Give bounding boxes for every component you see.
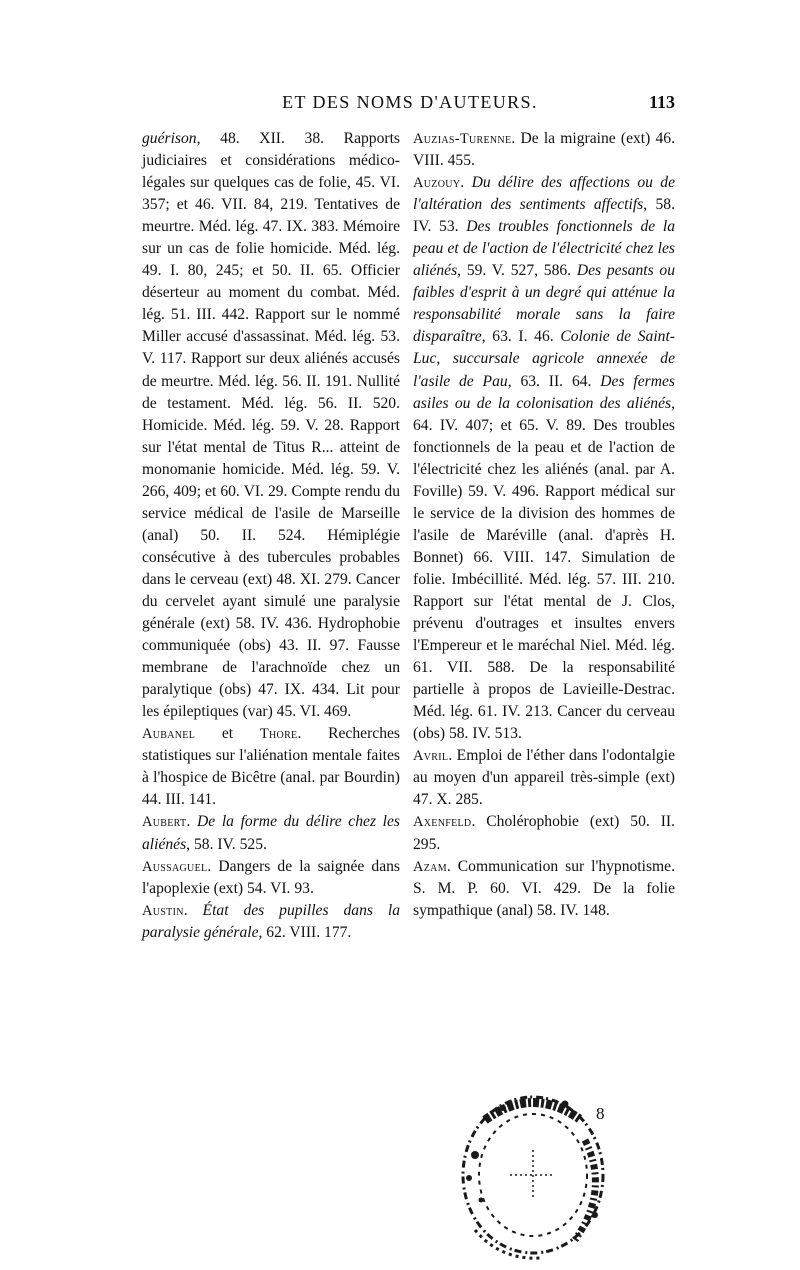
entry-text: . Recherches statistiques sur l'aliénation mentale faites à l'hospice de Bicêtre (anal. par Bourdin) 44. III. 141. bbox=[142, 725, 400, 809]
entry-italic: De la forme du délire chez les aliénés bbox=[142, 813, 400, 853]
entry-auzouy bbox=[413, 172, 675, 745]
entry-continuation bbox=[142, 128, 400, 723]
entry-separator: . bbox=[460, 174, 472, 192]
entry-text: , 62. VIII. 177. bbox=[258, 923, 352, 941]
entry-text: , 64. IV. 407; et 65. V. 89. Des troubles fonctionnels de la peau et de l'action de l'électricité chez les aliénés (anal. par A. Foville) 59. V. 496. Rapport médical sur le service de la division des hommes de l'asile de Maréville (anal. d'après H. Bonnet) 66. VIII. 147. Simulation de folie. Imbécillité. Méd. lég. 57. III. 210. Rapport sur l'état mental de J. Clos, prévenu d'outrages et insultes envers l'Empereur et le maréchal Niel. Méd. lég. 61. VII. 588. De la responsabilité partielle à propos de Lavieille-Destrac. Méd. lég. 61. IV. 213. Cancer du cerveau (obs) 58. IV. 513. bbox=[413, 394, 675, 743]
entry-italic: Des troubles fonctionnels de la peau et de l'action de l'électricité chez les aliénés bbox=[413, 218, 676, 280]
entry-text: . Communication sur l'hypnotisme. S. M. P. 60. VI. 429. De la folie sympathique (anal) 58. IV. 148. bbox=[413, 857, 675, 919]
entry-italic: État des pupilles dans la paralysie générale bbox=[142, 901, 400, 941]
entry-avril bbox=[413, 745, 675, 811]
author-name: Aubert bbox=[142, 814, 187, 831]
entry-aubanel bbox=[142, 723, 400, 811]
entry-text: . Emploi de l'éther dans l'odontalgie au moyen d'un appareil très-simple (ext) 47. X. 285. bbox=[413, 747, 675, 809]
entry-aubert bbox=[142, 811, 400, 855]
entry-aussaguel bbox=[142, 856, 400, 900]
entry-text: , 48. XII. 38. Rapports judiciaires et considérations médico-légales sur quelques cas de folie, 45. VI. 357; et 46. VII. 84, 219. Tentatives de meurtre. Méd. lég. 47. IX. 383. Mémoire sur un cas de folie homicide. Méd. lég. 49. I. 80, 245; et 50. II. 65. Officier déserteur au moment du combat. Méd. lég. 51. III. 442. Rapport sur le nommé Miller accusé d'assassinat. Méd. lég. 53. V. 117. Rapport sur deux aliénés accusés de meurtre. Méd. lég. 56. II. 191. Nullité de testament. Méd. lég. 56. II. 520. Homicide. Méd. lég. 59. V. 28. Rapport sur l'état mental de Titus R... atteint de monomanie homicide. Méd. lég. 59. V. 266, 409; et 60. VI. 29. Compte rendu du service médical de l'asile de Marseille (anal) 50. II. 524. Hémiplégie consécutive à des tubercules probables dans le cerveau (ext) 48. XI. 279. Cancer du cervelet ayant simulé une paralysie générale (ext) 58. IV. 436. Hydrophobie communiquée (obs) 43. II. 97. Fausse membrane de l'arachnoïde chez un paralytique (obs) 47. IX. 434. Lit pour les épileptiques (var) 45. VI. 469. bbox=[142, 130, 400, 721]
author-name: Austin bbox=[142, 902, 184, 919]
entry-italic: Du délire des affections ou de l'altération des sentiments affectifs bbox=[413, 174, 676, 214]
entry-separator: . bbox=[183, 901, 203, 919]
entry-text: . De la migraine (ext) 46. VIII. 455. bbox=[413, 130, 675, 170]
entry-auzias-turenne bbox=[413, 128, 675, 172]
page-header bbox=[145, 92, 675, 122]
entry-italic: Des pesants ou faibles d'esprit à un degré qui atténue la responsabilité morale sans la faire disparaître bbox=[413, 262, 675, 346]
entry-text: , 59. V. 527, 586. bbox=[457, 262, 577, 280]
entry-conjunction: et bbox=[195, 725, 260, 743]
entry-italic: guérison bbox=[142, 130, 197, 147]
entry-azam bbox=[413, 856, 675, 922]
entry-text: , 63. I. 46. bbox=[481, 328, 561, 346]
entry-axenfeld bbox=[413, 811, 675, 855]
entry-text: , 63. II. 64. bbox=[507, 372, 601, 390]
entry-text: , 58. IV. 525. bbox=[186, 835, 267, 853]
entry-italic: Des fermes asiles ou de la colonisation des aliénés bbox=[413, 372, 675, 412]
entry-italic: Colonie de Saint-Luc, succursale agricole annexée de l'asile de Pau bbox=[413, 328, 675, 390]
author-name: Aussaguel bbox=[142, 858, 208, 875]
author-name: Thore bbox=[259, 726, 298, 743]
author-name: Axenfeld bbox=[413, 814, 472, 831]
entry-text: . Cholérophobie (ext) 50. II. 295. bbox=[413, 813, 675, 853]
entry-austin bbox=[142, 900, 400, 944]
library-stamp-icon bbox=[445, 1080, 615, 1265]
page-number: 113 bbox=[648, 92, 675, 112]
signature-mark: 8 bbox=[596, 1104, 605, 1123]
author-name: Auzias-Turenne bbox=[413, 131, 512, 147]
author-name: Avril bbox=[413, 748, 449, 765]
entry-text: , 58. IV. 53. bbox=[413, 196, 675, 236]
running-head: ET DES NOMS D'AUTEURS. bbox=[282, 92, 538, 112]
left-column bbox=[142, 128, 400, 944]
entry-separator: . bbox=[186, 813, 197, 831]
author-name: Auzouy bbox=[413, 175, 461, 192]
author-name: Azam bbox=[413, 858, 447, 875]
right-column bbox=[413, 128, 675, 922]
author-name: Aubanel bbox=[142, 726, 196, 743]
entry-text: . Dangers de la saignée dans l'apoplexie (ext) 54. VI. 93. bbox=[142, 857, 400, 897]
